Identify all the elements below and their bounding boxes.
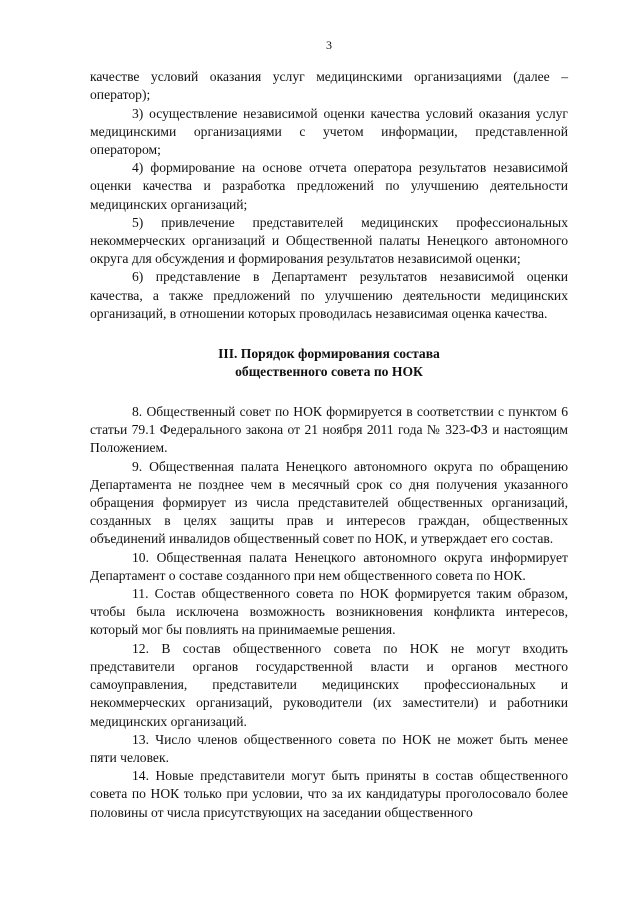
paragraph-12: 12. В состав общественного совета по НОК не могут входить представители органов государственной власти и органов местного самоуправления, представители медицинских профессиональных и некоммерческих организаций, руководители (их заместители) и работники медицинских организаций. [90, 640, 568, 729]
paragraph-13: 13. Число членов общественного совета по НОК не может быть менее пяти человек. [90, 731, 568, 765]
paragraph-9: 9. Общественная палата Ненецкого автономного округа по обращению Департамента не позднее чем в месячный срок со дня получения указанного обращения формирует из числа представителей общественных организаций, созданных в целях защиты прав и интересов граждан, общественных объединений инвалидов общественный совет по НОК, и утверждает его состав. [90, 458, 568, 547]
paragraph-item-5: 5) привлечение представителей медицинских профессиональных некоммерческих организаций и Общественной палаты Ненецкого автономного округа для обсуждения и формирования результатов независимой оценки; [90, 214, 568, 267]
page-number: 3 [326, 38, 332, 52]
paragraph-8: 8. Общественный совет по НОК формируется в соответствии с пунктом 6 статьи 79.1 Федерального закона от 21 ноября 2011 года № 323-ФЗ и настоящим Положением. [90, 404, 568, 456]
paragraph-item-3: 3) осуществление независимой оценки качества условий оказания услуг медицинскими организациями с учетом информации, представленной оператором; [90, 105, 568, 158]
paragraph-10: 10. Общественная палата Ненецкого автономного округа информирует Департамент о составе созданного при нем общественного совета по НОК. [90, 549, 568, 583]
paragraph-14: 14. Новые представители могут быть приняты в состав общественного совета по НОК только при условии, что за их кандидатуры проголосовало более половины от числа присутствующих на заседании общественного [90, 768, 568, 820]
section-heading-line1: III. Порядок формирования состава [218, 346, 440, 362]
section-heading [90, 345, 568, 381]
section-heading-line2: общественного совета по НОК [235, 364, 423, 380]
paragraph-continuation: качестве условий оказания услуг медицинскими организациями (далее – оператор); [90, 69, 568, 103]
paragraph-item-6: 6) представление в Департамент результатов независимой оценки качества, а также предложений по улучшению деятельности медицинских организаций, в отношении которых проводилась независимая оценка качества. [90, 269, 568, 321]
paragraph-item-4: 4) формирование на основе отчета оператора результатов независимой оценки качества и разработка предложений по улучшению деятельности медицинских организаций; [90, 160, 568, 212]
paragraph-11: 11. Состав общественного совета по НОК формируется таким образом, чтобы была исключена возможность возникновения конфликта интересов, который мог бы повлиять на принимаемые решения. [90, 586, 568, 638]
